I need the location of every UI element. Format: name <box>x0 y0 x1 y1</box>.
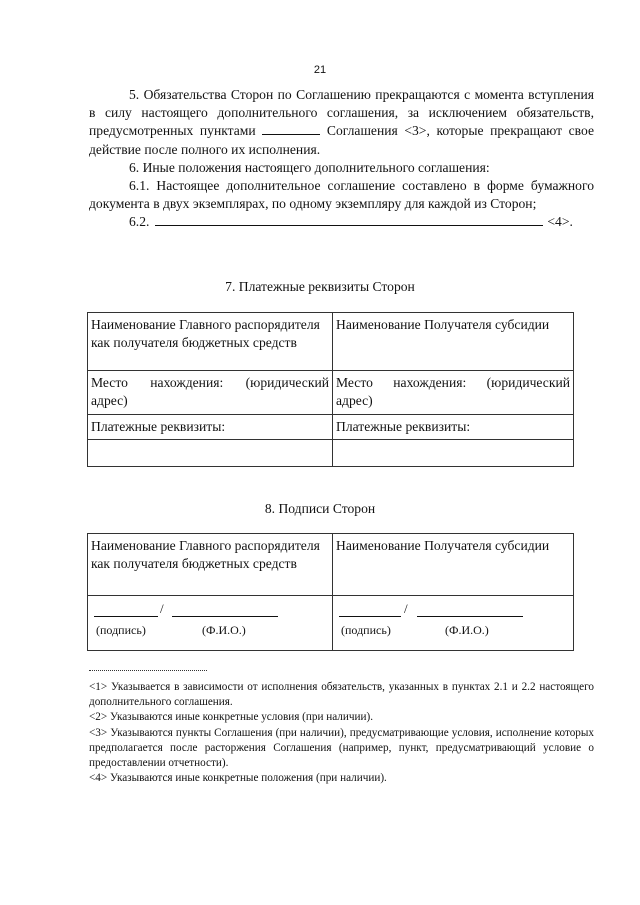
recipient-fio-label: (Ф.И.О.) <box>445 623 489 637</box>
recipient-fio-line <box>417 616 523 617</box>
grantor-signature-cell <box>88 596 333 651</box>
recipient-slash: / <box>404 601 408 616</box>
grantor-requisites-value-cell <box>88 440 333 467</box>
recipient-signature-line <box>339 616 401 617</box>
paragraph-5-text: 5. Обязательства Сторон по Соглашению прекращаются с момента вступления в силу настоящего дополнительного соглашения, за исключением обязательств, предусмотренных пунктами <box>89 87 594 139</box>
signatures-table <box>87 533 574 651</box>
recipient-name-cell: Наименование Получателя субсидии <box>333 313 574 371</box>
recipient-address-cell <box>333 371 574 415</box>
section-7-title: 7. Платежные реквизиты Сторон <box>225 279 415 294</box>
footnotes <box>89 680 594 786</box>
paragraph-6-2 <box>89 213 594 231</box>
points-blank <box>262 123 320 135</box>
agreement-body-text <box>89 86 594 232</box>
grantor-signature-name-cell: Наименование Главного распорядителя как получателя бюджетных средств <box>88 534 333 596</box>
grantor-signature-label: (подпись) <box>96 623 146 637</box>
grantor-address-cell <box>88 371 333 415</box>
footnote-divider <box>89 670 207 671</box>
grantor-fio-line <box>172 616 278 617</box>
footnote-2: <2> Указываются иные конкретные условия (при наличии). <box>89 711 373 724</box>
payment-details-table <box>87 312 574 467</box>
footnote-3: <3> Указываются пункты Соглашения (при наличии), предусматривающие условия, исполнение которых предполагается после расторжения Соглашения (например, пункт, предусматривающий условие о предоставлении отчетности). <box>89 726 594 770</box>
paragraph-5-tail: Соглашения <3>, которые прекращают свое действие после полного их исполнения. <box>89 123 594 157</box>
paragraph-6: 6. Иные положения настоящего дополнительного соглашения: <box>129 159 490 175</box>
grantor-name-cell: Наименование Главного распорядителя как получателя бюджетных средств <box>88 313 333 371</box>
page-number: 21 <box>313 64 327 76</box>
recipient-signature-name-cell: Наименование Получателя субсидии <box>333 534 574 596</box>
grantor-slash: / <box>160 601 164 616</box>
grantor-signature-line <box>94 616 158 617</box>
grantor-fio-label: (Ф.И.О.) <box>202 623 246 637</box>
paragraph-6-2-blank <box>155 214 543 226</box>
grantor-address-text: Место нахождения: (юридический адрес) <box>91 375 329 408</box>
recipient-address-text: Место нахождения: (юридический адрес) <box>336 375 570 408</box>
paragraph-6-1: 6.1. Настоящее дополнительное соглашение составлено в форме бумажного документа в двух экземплярах, по одному экземпляру для каждой из Сторон; <box>89 178 594 212</box>
section-8-title: 8. Подписи Сторон <box>264 501 376 516</box>
paragraph-6-2-ref: <4>. <box>547 214 573 230</box>
paragraph-6-2-label: 6.2. <box>129 214 150 230</box>
footnote-1: <1> Указывается в зависимости от исполнения обязательств, указанных в пунктах 2.1 и 2.2 настоящего дополнительного соглашения. <box>89 681 594 709</box>
recipient-requisites-value-cell <box>333 440 574 467</box>
footnote-4: <4> Указываются иные конкретные положения (при наличии). <box>89 772 387 785</box>
paragraph-5 <box>89 86 594 159</box>
recipient-signature-cell <box>333 596 574 651</box>
recipient-signature-label: (подпись) <box>341 623 391 637</box>
recipient-requisites-cell: Платежные реквизиты: <box>333 415 574 440</box>
grantor-requisites-cell: Платежные реквизиты: <box>88 415 333 440</box>
